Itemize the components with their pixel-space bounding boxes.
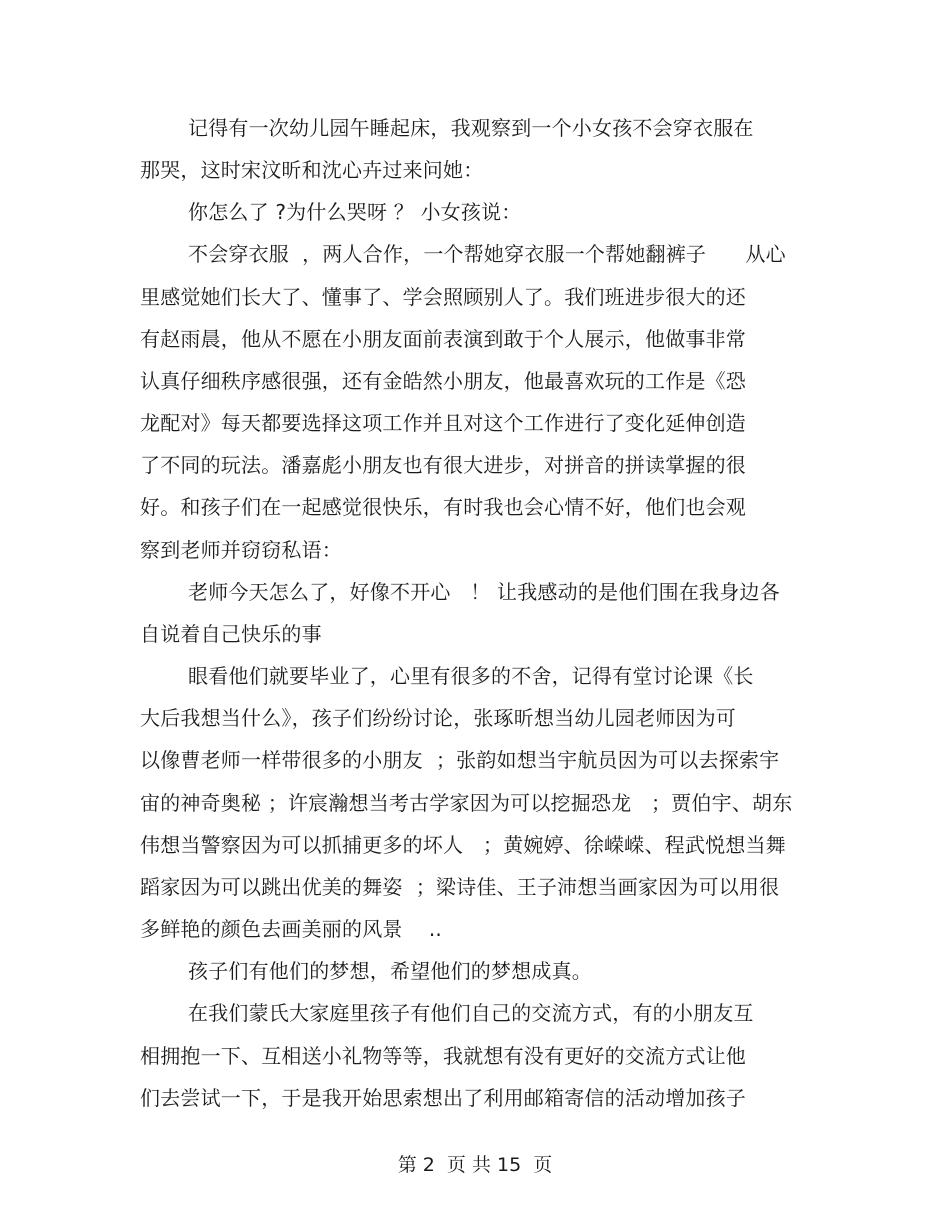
text-line: 自说着自己快乐的事 xyxy=(140,622,322,646)
text-line: 认真仔细秩序感很强，还有金皓然小朋友，他最喜欢玩的工作是《恐 xyxy=(140,369,746,393)
text-line: 在我们蒙氏大家庭里孩子有他们自己的交流方式，有的小朋友互 xyxy=(188,1001,754,1025)
text-line: 那哭，这时宋汶昕和沈心卉过来问她： xyxy=(140,158,484,182)
text-line: 不会穿衣服 ，两人合作，一个帮她穿衣服一个帮她翻裤子 从心 xyxy=(188,242,786,266)
text-line: 孩子们有他们的梦想，希望他们的梦想成真。 xyxy=(188,959,592,983)
text-line: 有赵雨晨，他从不愿在小朋友面前表演到敢于个人展示，他做事非常 xyxy=(140,327,746,351)
text-line: 蹈家因为可以跳出优美的舞姿 ；梁诗佳、王子沛想当画家因为可以用很 xyxy=(140,875,780,899)
text-line: 好。和孩子们在一起感觉很快乐，有时我也会心情不好，他们也会观 xyxy=(140,495,746,519)
text-line: 你怎么了 ?为什么哭呀 ？ 小女孩说： xyxy=(188,200,522,224)
text-line: 相拥抱一下、互相送小礼物等等，我就想有没有更好的交流方式让他 xyxy=(140,1044,746,1068)
page-number-footer: 第 2 页 共 15 页 xyxy=(397,1154,553,1176)
text-line: 以像曹老师一样带很多的小朋友 ；张韵如想当宇航员因为可以去探索宇 xyxy=(140,748,780,772)
text-line: 龙配对》每天都要选择这项工作并且对这个工作进行了变化延伸创造 xyxy=(140,411,746,435)
text-line: 里感觉她们长大了、懂事了、学会照顾别人了。我们班进步很大的还 xyxy=(140,285,746,309)
text-line: 们去尝试一下，于是我开始思索想出了利用邮箱寄信的活动增加孩子 xyxy=(140,1086,746,1110)
text-line: 大后我想当什么》，孩子们纷纷讨论，张琢昕想当幼儿园老师因为可 xyxy=(140,706,736,730)
text-line: 多鲜艳的颜色去画美丽的风景 .. xyxy=(140,917,442,941)
text-line: 伟想当警察因为可以抓捕更多的坏人 ；黄婉婷、徐嵘嵘、程武悦想当舞 xyxy=(140,833,786,857)
text-line: 眼看他们就要毕业了，心里有很多的不舍，记得有堂讨论课《长 xyxy=(188,664,754,688)
text-line: 察到老师并窃窃私语： xyxy=(140,538,342,562)
text-line: 宙的神奇奥秘 ；许宸瀚想当考古学家因为可以挖掘恐龙 ；贾伯宇、胡东 xyxy=(140,791,793,815)
text-line: 记得有一次幼儿园午睡起床，我观察到一个小女孩不会穿衣服在 xyxy=(188,116,754,140)
text-line: 了不同的玩法。潘嘉彪小朋友也有很大进步，对拼音的拼读掌握的很 xyxy=(140,453,746,477)
text-line: 老师今天怎么了，好像不开心 ！ 让我感动的是他们围在我身边各 xyxy=(188,580,780,604)
